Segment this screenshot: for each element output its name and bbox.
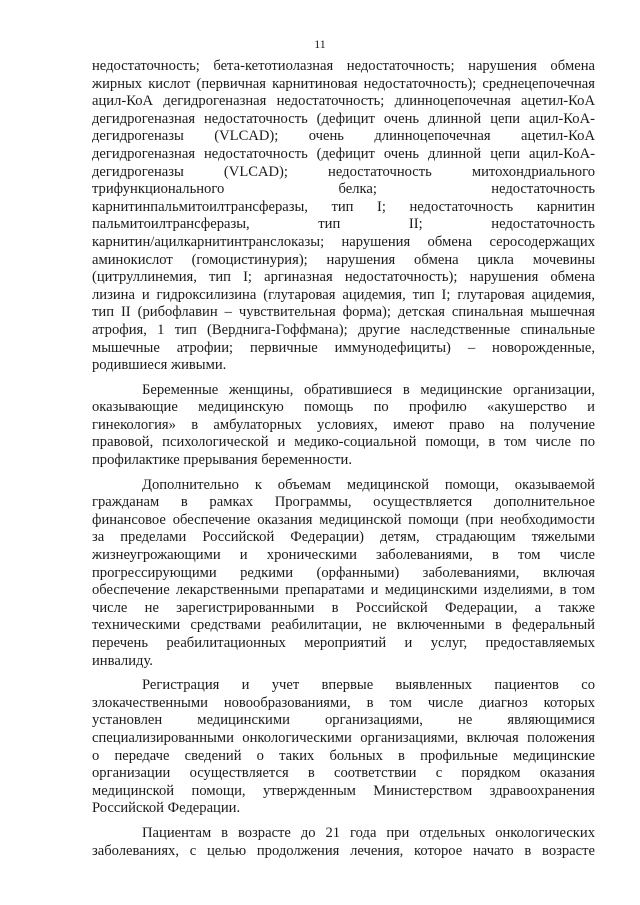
text-line: числе не зарегистрированными в Российской Федерации, а также: [92, 599, 595, 616]
text-line: карнитин/ацилкарнитинтранслоказы; нарушения обмена серосодержащих: [92, 233, 595, 250]
text-line: карнитинпальмитоилтрансферазы, тип I; недостаточность карнитин: [92, 198, 595, 215]
text-line: жирных кислот (первичная карнитиновая недостаточность); среднецепочечная: [92, 75, 595, 92]
text-line: прогрессирующими редкими (орфанными) заболеваниями, включая: [92, 564, 595, 581]
text-line: тип II (рибофлавин – чувствительная форма); детская спинальная мышечная: [92, 304, 595, 321]
text-line: злокачественными новообразованиями, в том числе диагноз которых: [92, 694, 595, 711]
text-line: Беременные женщины, обратившиеся в медицинские организации,: [142, 381, 595, 398]
page-number: 11: [314, 37, 326, 51]
text-line: техническими средствами реабилитации, не включенными в федеральный: [92, 617, 595, 634]
text-line: Дополнительно к объемам медицинской помощи, оказываемой: [142, 476, 595, 493]
text-line: родившиеся живыми.: [92, 357, 227, 374]
text-line: дегидрогеназы (VLCAD); очень длинноцепочечная ацетил-КоА: [92, 128, 595, 145]
text-line: гинекология» в амбулаторных условиях, имеют право на получение: [92, 416, 595, 433]
text-line: Пациентам в возрасте до 21 года при отдельных онкологических: [142, 824, 595, 841]
text-line: (цитруллинемия, тип I; аргиназная недостаточность); нарушения обмена: [92, 269, 595, 286]
paragraph-oncology-registration: [92, 677, 595, 818]
text-line: Российской Федерации.: [92, 800, 241, 817]
text-line: медицинской помощи, утвержденным Министерством здравоохранения: [92, 782, 595, 799]
text-line: специализированными онкологическими организациями, включая положения: [92, 729, 595, 746]
text-line: профилактике прерывания беременности.: [92, 452, 353, 469]
text-line: обеспечение лекарственными препаратами и медицинскими изделиями, в том: [92, 582, 595, 599]
text-line: дегидрогеназная недостаточность (дефицит очень длинной цепи ацил-КоА-: [92, 110, 595, 127]
paragraph-newborn-screening-list: [92, 58, 595, 375]
text-line: жизнеугрожающими и хроническими заболеваниями, в том числе: [92, 547, 595, 564]
body-text: [92, 58, 595, 860]
text-line: дегидрогеназы (VLCAD); недостаточность митохондриального: [92, 163, 595, 180]
paragraph-additional-funding: [92, 477, 595, 671]
text-line: недостаточность; бета-кетотиолазная недостаточность; нарушения обмена: [92, 58, 595, 74]
text-line: за пределами Российской Федерации) детям, страдающим тяжелыми: [92, 529, 595, 546]
text-line: атрофия, 1 тип (Верднига-Гоффмана); другие наследственные спинальные: [92, 321, 595, 338]
text-line: установлен медицинскими организациями, не являющимися: [92, 712, 595, 729]
text-line: правовой, психологической и медико-социальной помощи, в том числе по: [92, 434, 595, 451]
text-line: о передаче сведений о таких больных в профильные медицинские: [92, 747, 595, 764]
text-line: инвалиду.: [92, 652, 153, 669]
paragraph-patients-under-21: [92, 825, 595, 860]
text-line: ацил-КоА дегидрогеназная недостаточность; длинноцепочечная ацетил-КоА: [92, 93, 595, 110]
text-line: финансовое обеспечение оказания медицинской помощи (при необходимости: [92, 511, 595, 528]
text-line: мышечные атрофии; первичные иммунодефициты) – новорожденные,: [92, 339, 595, 356]
text-line: оказывающие медицинскую помощь по профилю «акушерство и: [92, 399, 595, 416]
text-line: Регистрация и учет впервые выявленных пациентов со: [142, 677, 595, 694]
text-line: лизина и гидроксилизина (глутаровая ацидемия, тип I; глутаровая ацидемия,: [92, 286, 595, 303]
text-line: дегидрогеназная недостаточность (дефицит очень длинной цепи ацил-КоА-: [92, 145, 595, 162]
text-line: гражданам в рамках Программы, осуществляется дополнительное: [92, 494, 595, 511]
text-line: аминокислот (гомоцистинурия); нарушения обмена цикла мочевины: [92, 251, 595, 268]
text-line: организации осуществляется в соответствии с порядком оказания: [92, 765, 595, 782]
text-line: пальмитоилтрансферазы, тип II; недостаточность: [92, 216, 595, 233]
text-line: заболеваниях, с целью продолжения лечения, которое начато в возрасте: [92, 842, 595, 859]
text-line: трифункционального белка; недостаточность: [92, 181, 595, 198]
text-line: перечень реабилитационных мероприятий и услуг, предоставляемых: [92, 635, 595, 651]
paragraph-pregnant-women: [92, 382, 595, 470]
